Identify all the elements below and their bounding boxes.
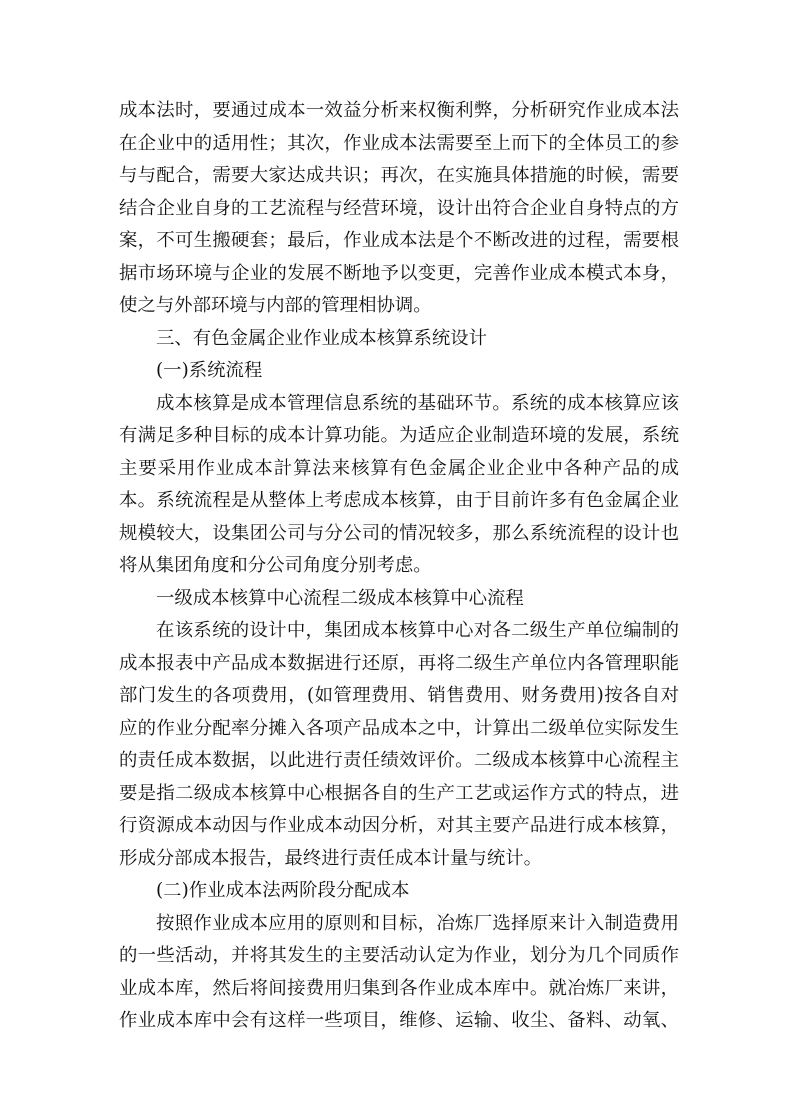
text-line: 的一些活动，并将其发生的主要活动认定为作业，划分为几个同质作 — [119, 945, 679, 966]
text-line: 结合企业自身的工艺流程与经营环境，设计出符合企业自身特点的方 — [119, 197, 679, 219]
text-line: 有满足多种目标的成本计算功能。为适应企业制造环境的发展，系统 — [119, 425, 679, 446]
text-line: 规模较大，设集团公司与分公司的情况较多，那么系统流程的设计也 — [119, 522, 679, 544]
document-body — [119, 95, 679, 1038]
text-line: 应的作业分配率分摊入各项产品成本之中，计算出二级单位实际发生 — [119, 717, 679, 739]
text-line: 行资源成本动因与作业成本动因分析，对其主要产品进行成本核算， — [119, 815, 679, 836]
text-line: 的责任成本数据，以此进行责任绩效评价。二级成本核算中心流程主 — [119, 750, 679, 771]
text-line: 成本报表中产品成本数据进行还原，再将二级生产单位内各管理职能 — [119, 652, 679, 674]
text-line: 本。系统流程是从整体上考虑成本核算，由于目前许多有色金属企业 — [119, 490, 679, 511]
text-line: 据市场环境与企业的发展不断地予以变更，完善作业成本模式本身， — [119, 262, 679, 284]
text-line: 形成分部成本报告，最终进行责任成本计量与统计。 — [119, 847, 542, 869]
text-line: 成本核算是成本管理信息系统的基础环节。系统的成本核算应该 — [156, 392, 679, 414]
text-line: 业成本库，然后将间接费用归集到各作业成本库中。就冶炼厂来讲， — [119, 977, 679, 999]
text-line: 成本法时，要通过成本一效益分析来权衡利弊，分析研究作业成本法 — [119, 100, 679, 121]
text-line: 在企业中的适用性；其次，作业成本法需要至上而下的全体员工的参 — [119, 132, 679, 154]
text-line: 与与配合，需要大家达成共识；再次，在实施具体措施的时候，需要 — [119, 165, 679, 186]
subsection-heading: (二)作业成本法两阶段分配成本 — [156, 880, 410, 901]
text-line: 主要采用作业成本計算法来核算有色金属企业企业中各种产品的成 — [119, 457, 679, 479]
subsection-heading: (一)系统流程 — [156, 360, 263, 381]
text-line: 作业成本库中会有这样一些项目，维修、运输、收尘、备料、动氧、 — [119, 1010, 679, 1031]
text-line: 部门发生的各项费用，(如管理费用、销售费用、财务费用)按各自对 — [119, 685, 679, 706]
text-line: 案，不可生搬硬套；最后，作业成本法是个不断改进的过程，需要根 — [119, 230, 679, 251]
text-line: 按照作业成本应用的原则和目标，冶炼厂选择原来计入制造费用 — [156, 912, 679, 934]
text-line: 一级成本核算中心流程二级成本核算中心流程 — [156, 587, 524, 609]
text-line: 要是指二级成本核算中心根据各自的生产工艺或运作方式的特点，进 — [119, 782, 679, 804]
text-line: 将从集团角度和分公司角度分别考虑。 — [119, 555, 432, 576]
section-heading: 三、有色金属企业作业成本核算系统设计 — [156, 327, 488, 349]
text-line: 在该系统的设计中，集团成本核算中心对各二级生产单位编制的 — [156, 620, 679, 641]
text-line: 使之与外部环境与内部的管理相协调。 — [119, 295, 432, 316]
